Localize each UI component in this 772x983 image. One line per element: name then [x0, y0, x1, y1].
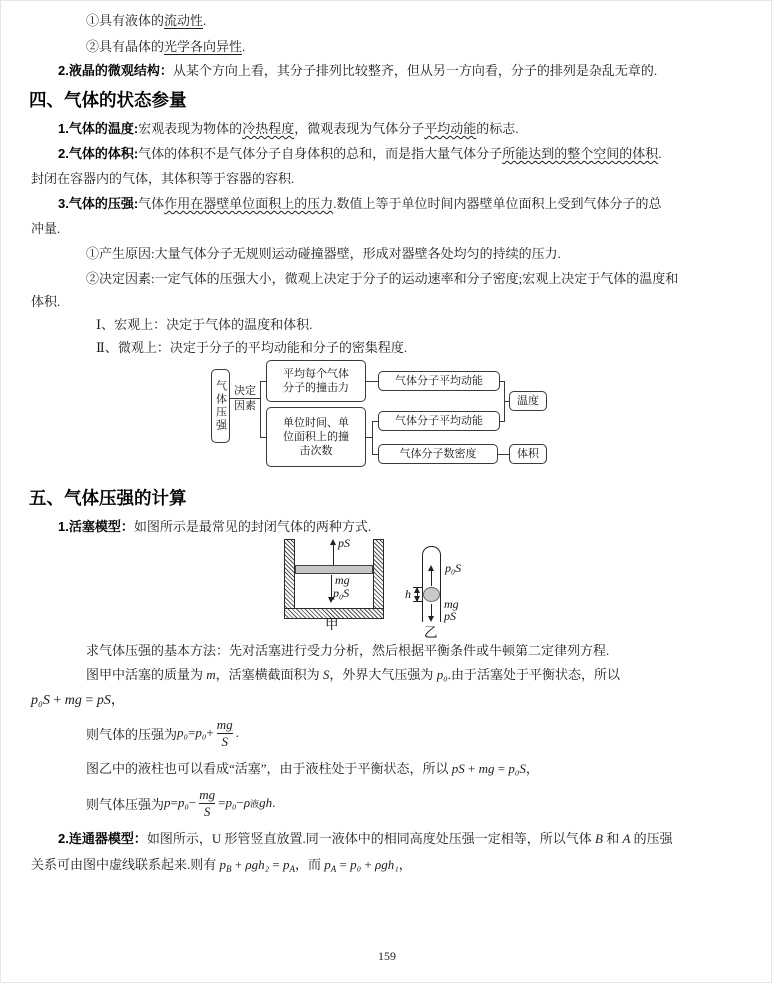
var-mg: mg: [64, 693, 82, 708]
force-arrow-up: [431, 569, 432, 586]
var-p0: p₀: [177, 725, 189, 740]
var-pB: p: [219, 857, 227, 872]
text: 平均每个气体: [283, 368, 349, 380]
line-gas-pressure: [58, 194, 661, 213]
text: 气体: [138, 196, 165, 211]
text: 宏观表现为物体的: [138, 121, 243, 136]
wavy-underline-term: 平均动能: [424, 121, 477, 136]
dimension-arrow-up: [414, 587, 420, 593]
bold-lead: 1.活塞模型：: [58, 519, 134, 534]
var-gh: gh: [259, 795, 273, 810]
flow-connector: [230, 398, 260, 399]
line-piston-model: [58, 517, 371, 536]
section5-heading: 五、气体压强的计算: [29, 488, 187, 508]
text: 和: [602, 831, 623, 846]
line-connected-vessel-cont: [31, 855, 412, 879]
denominator: S: [199, 803, 215, 820]
wavy-underline-term: 冷热程度: [242, 121, 295, 136]
text: 单位时间、单: [283, 417, 349, 429]
text: .: [242, 39, 246, 54]
force-arrow-up: [333, 543, 334, 565]
operator: =: [336, 857, 351, 872]
text: ，: [110, 693, 125, 708]
text: ①产生原因:大量气体分子无规则运动碰撞器壁，形成对器壁各处均匀的持续的压力.: [86, 246, 561, 261]
var-mg: mg: [478, 761, 495, 776]
line-macro: [96, 315, 312, 334]
bold-lead: 2.气体的体积:: [58, 146, 139, 161]
bold-lead: 2.连通器模型：: [58, 831, 147, 846]
text: .: [658, 146, 662, 161]
flow-box-number-density: 气体分子数密度: [378, 444, 498, 464]
var-p: p: [164, 795, 171, 810]
line-jia-setup: [86, 665, 620, 684]
text: .: [203, 13, 207, 28]
pressure-flowchart: [201, 357, 553, 479]
operator: =: [170, 795, 178, 810]
flow-edge-label: 决定: [234, 385, 256, 397]
operator: −: [188, 795, 197, 810]
line-pressure-factors-cont: [31, 292, 60, 311]
flow-box-hit-force: [266, 360, 366, 402]
figure-jia-caption: 甲: [325, 617, 339, 632]
text: 击次数: [299, 445, 333, 457]
line-pressure-cause: [86, 244, 561, 263]
var-rgh1: ρgh₁: [374, 857, 399, 872]
numerator: mg: [199, 786, 216, 802]
operator: +: [231, 857, 246, 872]
label-p0S: p₀S: [445, 561, 462, 575]
flow-connector: [366, 381, 378, 382]
text: ，活塞横截面积为: [215, 667, 323, 682]
text: .: [235, 725, 239, 740]
piston: [295, 565, 373, 574]
var-rgh2: ρgh₂: [245, 857, 270, 872]
var-pA: p: [324, 857, 331, 872]
line-fluidity: [86, 11, 206, 30]
flow-connector: [498, 454, 509, 455]
flow-box-temperature: 温度: [509, 391, 547, 411]
text: 位面积上的撞: [283, 431, 349, 443]
text: 体积.: [31, 294, 61, 309]
bold-lead: 2.液晶的微观结构：: [58, 63, 173, 78]
equation-yi-result: [86, 783, 275, 823]
text: Ⅱ、微观上：决定于分子的平均动能和分子的密集程度.: [96, 340, 408, 355]
flow-box-volume: 体积: [509, 444, 547, 464]
text: [283, 367, 349, 395]
flow-connector: [260, 381, 261, 438]
dimension-arrow-down: [414, 596, 420, 602]
subscript-liquid: 液: [250, 798, 260, 809]
text: 气体的体积不是气体分子自身体积的总和，而是指大量气体分子: [138, 146, 503, 161]
operator: +: [49, 693, 65, 708]
denominator: S: [217, 733, 233, 750]
underlined-term: 流动性: [164, 13, 204, 28]
var-pS: pS: [451, 761, 465, 776]
numerator: mg: [216, 716, 233, 732]
arrowhead-up: [428, 565, 434, 571]
flow-box-avg-ke-mid: 气体分子平均动能: [378, 411, 500, 431]
var-p0S: p₀S: [508, 761, 526, 776]
text: .由于活塞处于平衡状态，所以: [447, 667, 620, 682]
text: 如图所示是最常见的封闭气体的两种方式.: [133, 519, 372, 534]
line-gas-temperature: [58, 119, 519, 138]
text: 则气体的压强为: [86, 726, 178, 742]
var-m: m: [206, 667, 216, 682]
text: ，: [398, 857, 412, 872]
fraction-mg-over-S: [199, 787, 215, 820]
operator: +: [206, 725, 214, 740]
page-number: 159: [378, 949, 396, 963]
equation-jia-result: [86, 713, 239, 753]
operator: =: [218, 795, 226, 810]
figure-jia-piston: [284, 536, 384, 619]
text: ②决定因素:一定气体的压强大小，微观上决定于分子的运动速率和分子密度;宏观上决定于气体的温度和: [86, 271, 679, 286]
arrowhead-up: [330, 539, 336, 545]
liquid-column: [423, 587, 440, 602]
var-pA: p: [282, 857, 290, 872]
text: 的标志.: [476, 121, 519, 136]
var-p0: p₀: [225, 795, 237, 810]
operator: =: [494, 761, 509, 776]
operator: +: [361, 857, 375, 872]
subscript-A: A: [330, 864, 337, 874]
flow-box-avg-ke-top: 气体分子平均动能: [378, 371, 500, 391]
line-yi-setup: [86, 759, 539, 778]
var-p0S: p₀S: [31, 693, 50, 708]
container-wall-right: [373, 539, 384, 619]
line-gas-volume-cont: [31, 169, 294, 188]
text: 关系可由图中虚线联系起来.则有: [31, 857, 220, 872]
flow-connector: [372, 421, 373, 455]
var-B: B: [594, 831, 603, 846]
operator: −: [236, 795, 244, 810]
text: 图乙中的液柱也可以看成“活塞”，由于液柱处于平衡状态，所以: [86, 761, 452, 776]
line-connected-vessel: [58, 829, 673, 848]
operator: =: [81, 693, 97, 708]
subscript-A: A: [289, 864, 295, 874]
line-lc-microstructure: [58, 61, 657, 80]
label-pS: pS: [444, 609, 456, 623]
label-pS: pS: [338, 536, 350, 550]
text: ，而: [294, 857, 325, 872]
text: 冲量.: [31, 221, 61, 236]
text: ，微观表现为气体分子: [294, 121, 425, 136]
wavy-underline-term: 所能达到的整个空间的体积: [502, 146, 659, 161]
underlined-term: 光学各向异性: [164, 39, 243, 54]
operator: =: [188, 725, 196, 740]
bold-lead: 1.气体的温度:: [58, 121, 139, 136]
wavy-underline-term: 作用在器壁单位面积上的压力: [164, 196, 334, 211]
var-S: S: [322, 667, 330, 682]
text: 的压强: [630, 831, 673, 846]
text: [283, 416, 349, 458]
text: 封闭在容器内的气体，其体积等于容器的容积.: [31, 171, 295, 186]
section4-heading: 四、气体的状态参量: [29, 90, 187, 110]
text: Ⅰ、宏观上：决定于气体的温度和体积.: [96, 317, 313, 332]
equation-jia-balance: [31, 691, 125, 710]
text: 如图所示，U 形管竖直放置.同一液体中的相同高度处压强一定相等，所以气体: [146, 831, 595, 846]
var-rho: ρ: [243, 795, 251, 810]
text: ，: [525, 761, 539, 776]
label-mg: mg: [335, 573, 350, 587]
label-h: h: [405, 587, 411, 601]
operator: +: [464, 761, 479, 776]
text: ①具有液体的: [86, 13, 165, 28]
var-p0: p₀: [350, 857, 362, 872]
label-p0S: p₀S: [333, 586, 350, 600]
line-method: [86, 641, 609, 660]
bold-lead: 3.气体的压强:: [58, 196, 139, 211]
var-p0: p₀: [195, 725, 207, 740]
text: ，外界大气压强为: [329, 667, 437, 682]
var-p0: p₀: [436, 667, 448, 682]
text: .数值上等于单位时间内器壁单位面积上受到气体分子的总: [333, 196, 662, 211]
fraction-mg-over-S: [217, 717, 233, 750]
text: ②具有晶体的: [86, 39, 165, 54]
subscript-B: B: [226, 864, 232, 874]
label-mg: mg: [444, 597, 459, 611]
line-micro: [96, 338, 407, 357]
figure-yi-caption: 乙: [424, 625, 438, 640]
var-pS: pS: [96, 693, 111, 708]
var-A: A: [622, 831, 631, 846]
flow-box-gas-pressure: 气体压强: [211, 369, 230, 443]
line-pressure-factors: [86, 269, 678, 288]
container-wall-left: [284, 539, 295, 619]
operator: =: [269, 857, 283, 872]
line-optical-anisotropy: [86, 37, 245, 56]
var-p0: p₀: [177, 795, 189, 810]
line-gas-volume: [58, 144, 661, 163]
text: .: [272, 795, 276, 810]
line-gas-pressure-cont: [31, 219, 60, 238]
text: 从某个方向上看，其分子排列比较整齐，但从另一方向看，分子的排列是杂乱无章的.: [172, 63, 658, 78]
text: 则气体压强为: [86, 796, 165, 812]
figure-yi-tube: [405, 546, 482, 631]
flow-box-hit-rate: [266, 407, 366, 467]
text: 分子的撞击力: [283, 382, 349, 394]
force-arrow-down: [331, 575, 332, 597]
text: 求气体压强的基本方法：先对活塞进行受力分析，然后根据平衡条件或牛顿第二定律列方程.: [86, 643, 610, 658]
flow-edge-label: 因素: [234, 400, 256, 412]
text: 图甲中活塞的质量为: [86, 667, 207, 682]
